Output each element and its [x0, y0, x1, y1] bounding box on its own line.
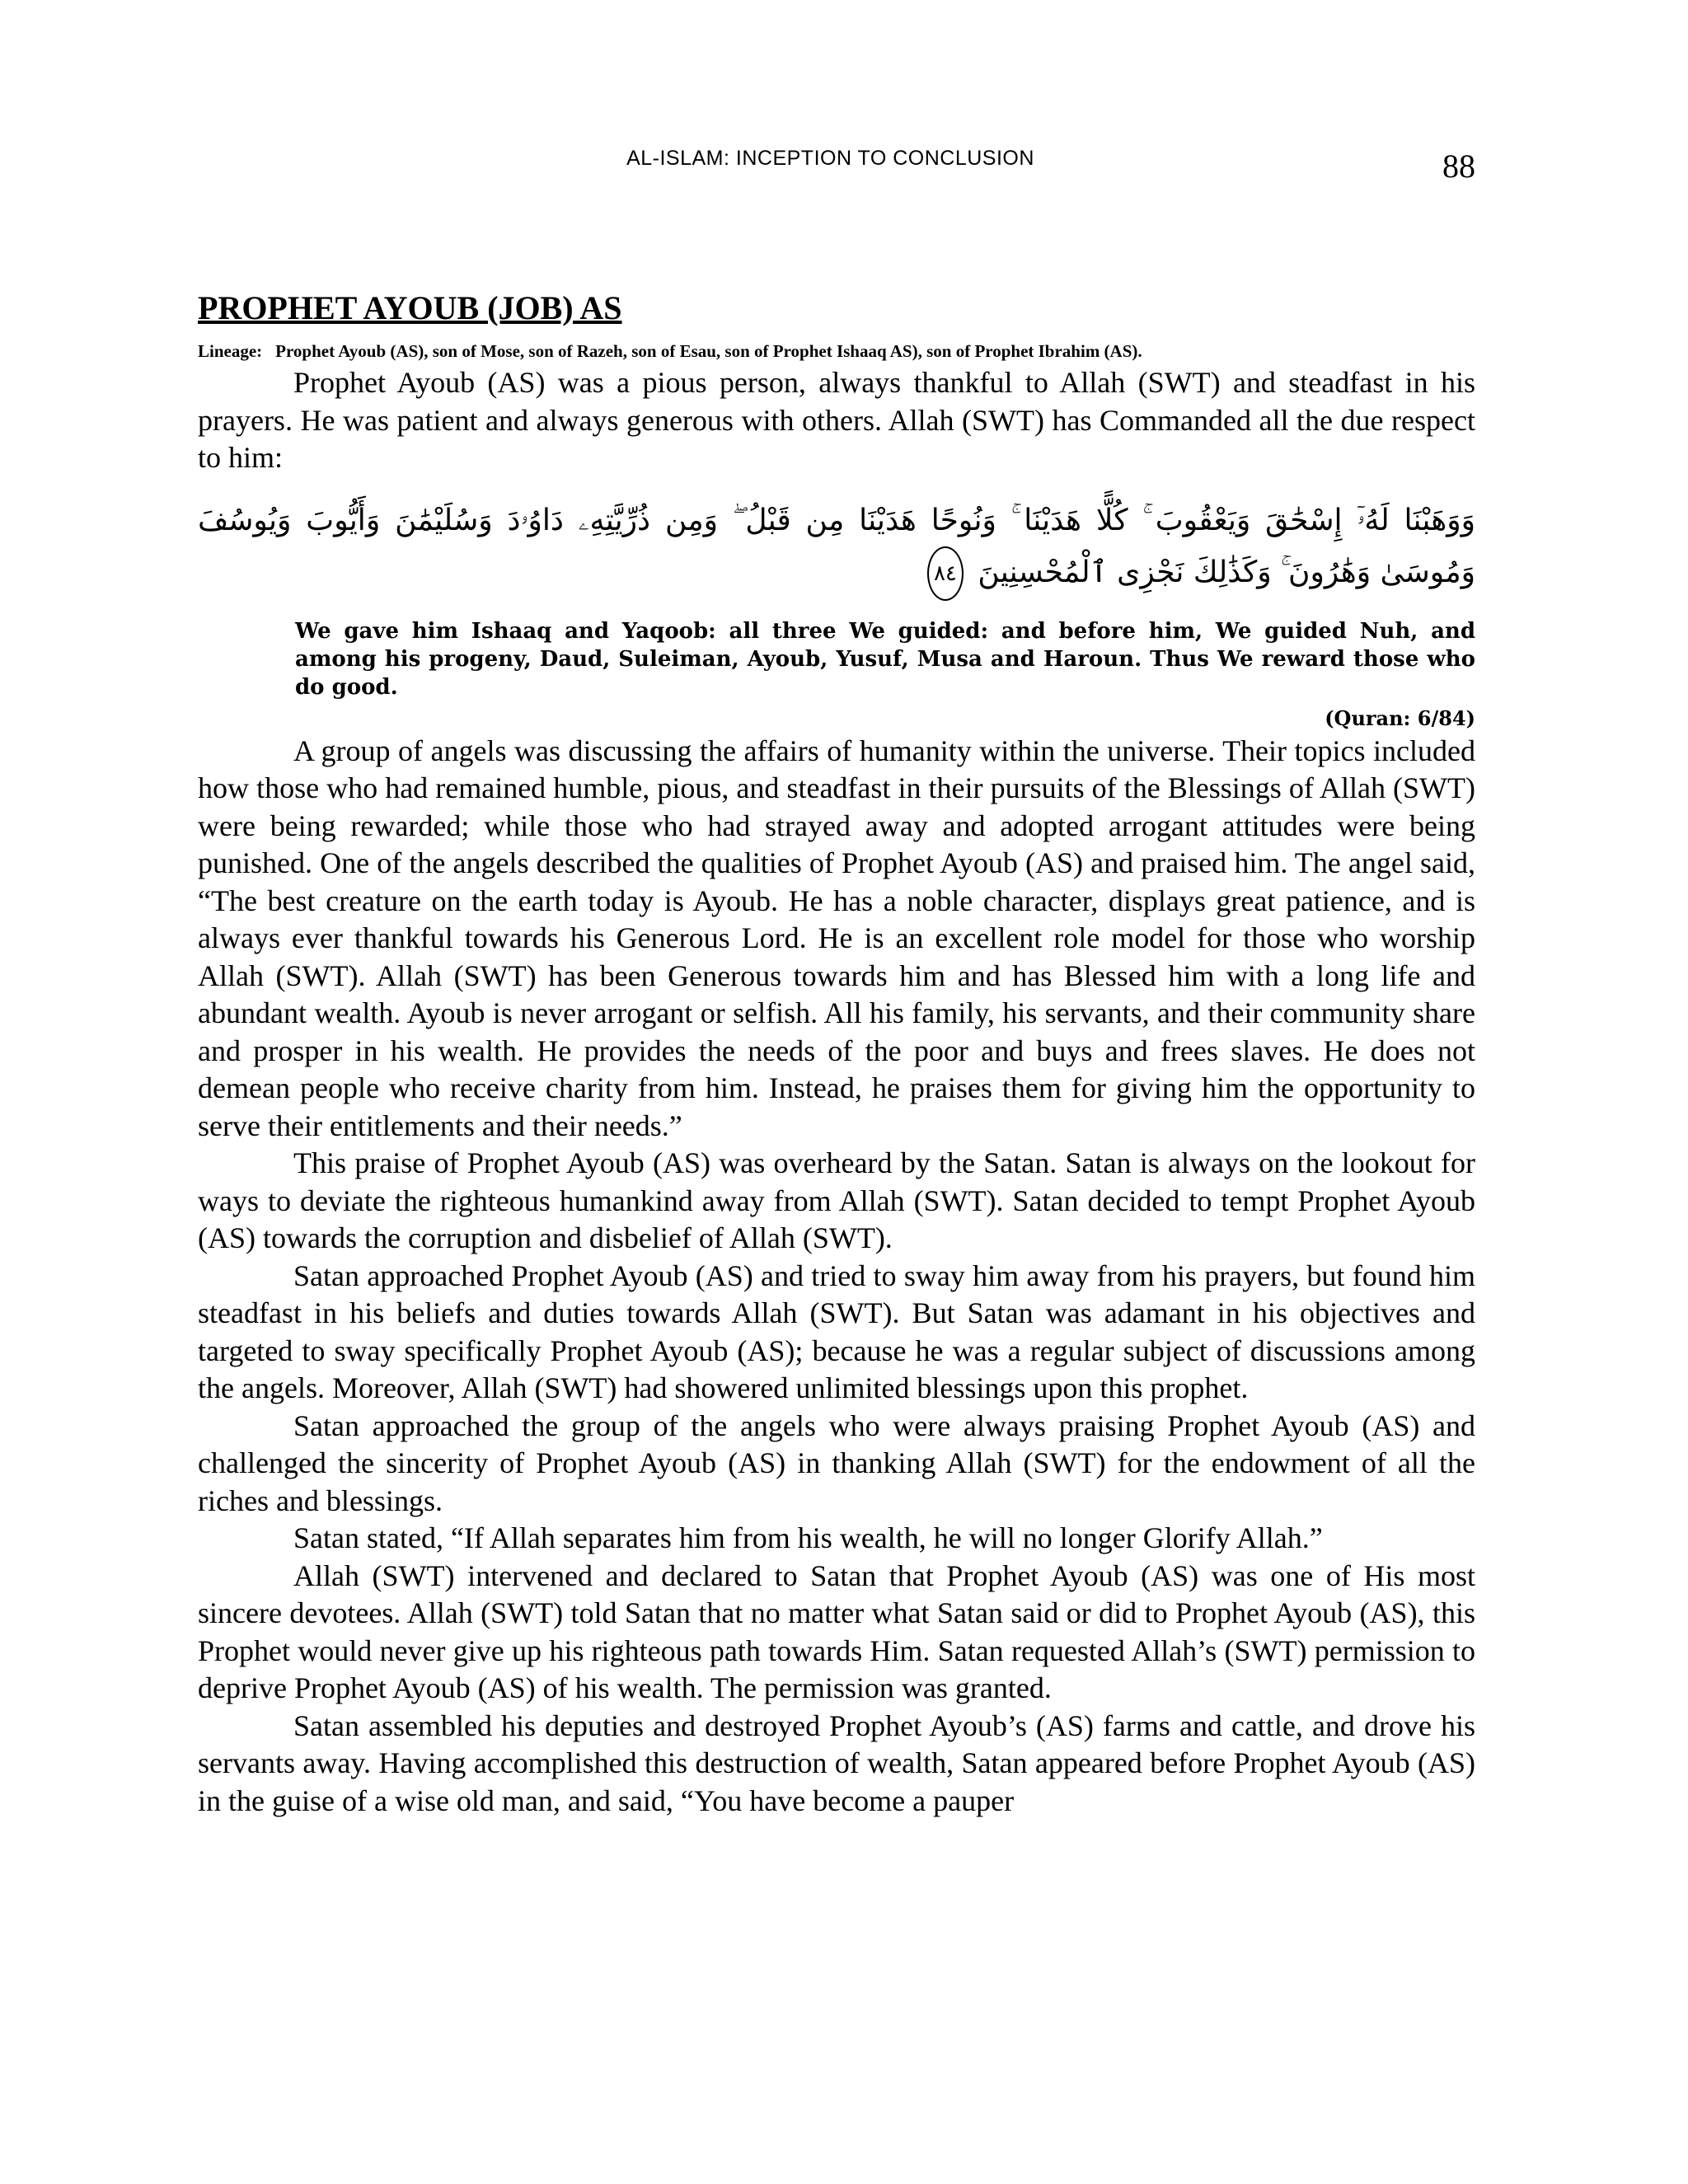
paragraph: Satan assembled his deputies and destroyed Prophet Ayoub’s (AS) farms and cattle, and drove his servants away. Having accomplished this destruction of wealth, Satan appeared before Prophet Ayoub (AS) in the guise of a wise old man, and said, “You have become a pauper	[198, 1708, 1475, 1817]
running-header: AL-ISLAM: INCEPTION TO CONCLUSION	[626, 147, 1034, 170]
ayah-number-marker: ٨٤	[927, 546, 964, 601]
lineage-label: Lineage:	[198, 341, 263, 361]
arabic-verse-text: وَوَهَبْنَا لَهُۥٓ إِسْحَٰقَ وَيَعْقُوبَ ۚ كُلًّا هَدَيْنَا ۚ وَنُوحًا هَدَيْنَا مِن قَبْلُ ۖ وَمِن ذُرِّيَّتِهِۦ دَاوُۥدَ وَسُلَيْمَٰنَ وَأَيُّوبَ وَيُوسُفَ وَمُوسَىٰ وَهَٰرُونَ ۚ وَكَذَٰلِكَ نَجْزِى ٱلْمُحْسِنِينَ	[198, 503, 1475, 589]
paragraph: This praise of Prophet Ayoub (AS) was overheard by the Satan. Satan is always on the lookout for ways to deviate the righteous humankind away from Allah (SWT). Satan decided to tempt Prophet Ayoub (AS) towards the corruption and disbelief of Allah (SWT).	[198, 1146, 1475, 1254]
page-number: 88	[1442, 148, 1475, 185]
paragraph: A group of angels was discussing the affairs of humanity within the universe. Their topics included how those who had remained humble, pious, and steadfast in their pursuits of the Blessings of Allah (SWT) were being rewarded; while those who had strayed away and adopted arrogant attitudes were being punished. One of the angels described the qualities of Prophet Ayoub (AS) and praised him. The angel said, “The best creature on the earth today is Ayoub. He has a noble character, displays great patience, and is always ever thankful towards his Generous Lord. He is an excellent role model for those who worship Allah (SWT). Allah (SWT) has been Generous towards him and has Blessed him with a long life and abundant wealth. Ayoub is never arrogant or selfish. All his family, his servants, and their community share and prosper in his wealth. He provides the needs of the poor and buys and frees slaves. He does not demean people who receive charity from him. Instead, he praises them for giving him the opportunity to serve their entitlements and their needs.”	[198, 733, 1475, 1142]
lineage-text: Prophet Ayoub (AS), son of Mose, son of Razeh, son of Esau, son of Prophet Ishaaq AS), son of Prophet Ibrahim (AS).	[275, 341, 1142, 361]
page-content	[198, 288, 1475, 1820]
quran-reference: (Quran: 6/84)	[1325, 705, 1475, 730]
quran-translation: We gave him Ishaaq and Yaqoob: all three We guided: and before him, We guided Nuh, and among his progeny, Daud, Suleiman, Ayoub, Yusuf, Musa and Haroun. Thus We reward those who do good.	[295, 618, 1475, 700]
quran-arabic-verse	[198, 495, 1475, 601]
lineage-line	[198, 340, 1475, 363]
chapter-title: PROPHET AYOUB (JOB) AS	[198, 289, 622, 326]
paragraph: Satan approached Prophet Ayoub (AS) and tried to sway him away from his prayers, but found him steadfast in his beliefs and duties towards Allah (SWT). But Satan was adamant in his objectives and targeted to sway specifically Prophet Ayoub (AS); because he was a regular subject of discussions among the angels. Moreover, Allah (SWT) had showered unlimited blessings upon this prophet.	[198, 1258, 1475, 1404]
paragraph: Satan approached the group of the angels who were always praising Prophet Ayoub (AS) and challenged the sincerity of Prophet Ayoub (AS) in thanking Allah (SWT) for the endowment of all the riches and blessings.	[198, 1408, 1475, 1517]
paragraph-intro: Prophet Ayoub (AS) was a pious person, always thankful to Allah (SWT) and steadfast in his prayers. He was patient and always generous with others. Allah (SWT) has Commanded all the due respect to him:	[198, 366, 1475, 474]
paragraph: Allah (SWT) intervened and declared to Satan that Prophet Ayoub (AS) was one of His most sincere devotees. Allah (SWT) told Satan that no matter what Satan said or did to Prophet Ayoub (AS), this Prophet would never give up his righteous path towards Him. Satan requested Allah’s (SWT) permission to deprive Prophet Ayoub (AS) of his wealth. The permission was granted.	[198, 1558, 1475, 1704]
paragraph: Satan stated, “If Allah separates him from his wealth, he will no longer Glorify Allah.”	[293, 1521, 1323, 1554]
